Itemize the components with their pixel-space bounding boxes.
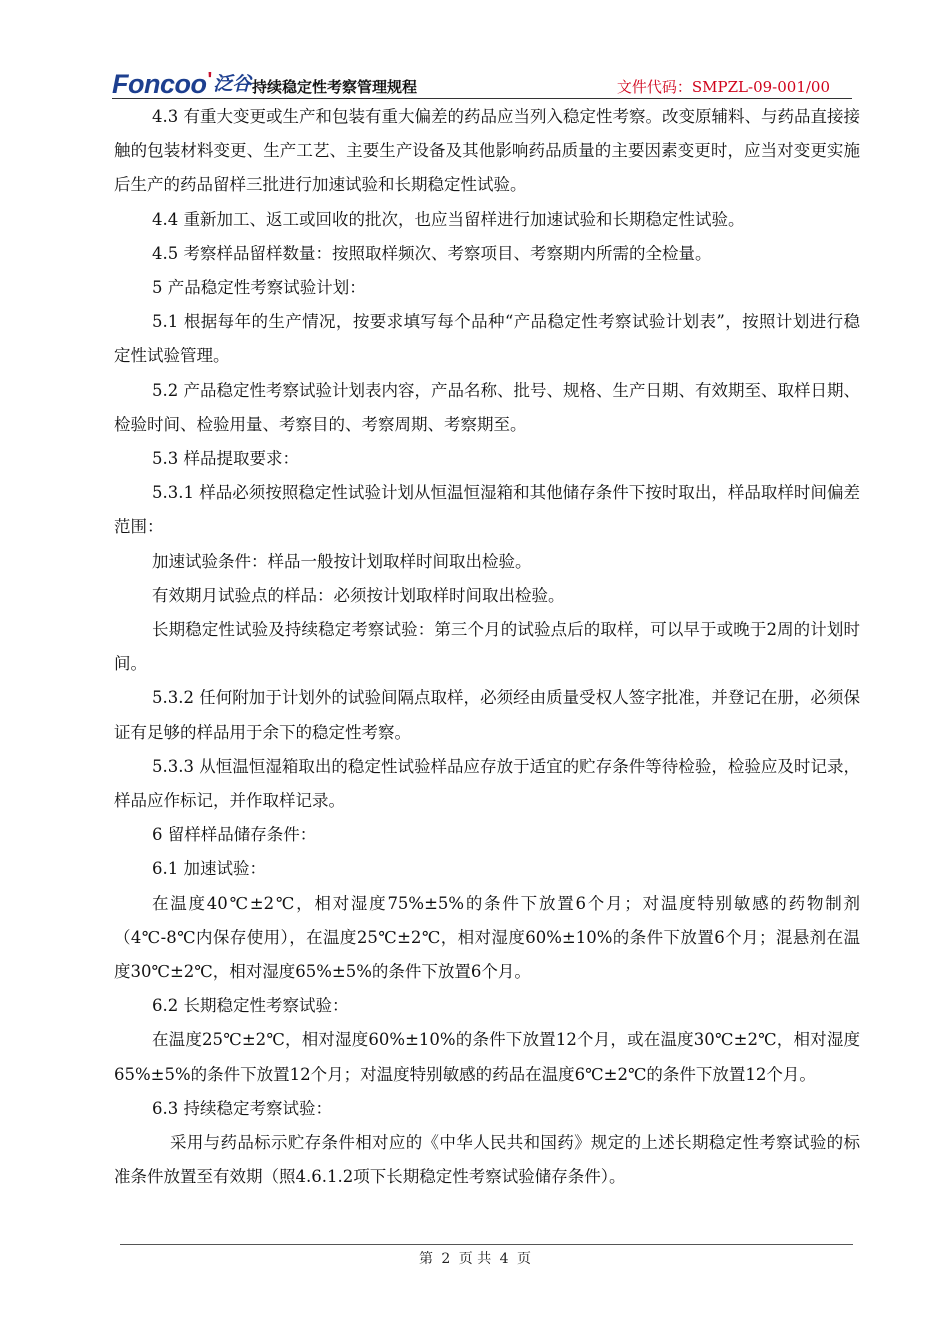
paragraph-4-5: 4.5 考察样品留样数量：按照取样频次、考察项目、考察期内所需的全检量。 [152,243,712,263]
section-heading-5: 5 产品稳定性考察试验计划： [152,278,366,298]
paragraph-5-3-2: 5.3.2 任何附加于计划外的试验间隔点取样，必须经由质量受权人签字批准，并登记在册，必须保证有足够的样品用于余下的稳定性考察。 [114,688,860,742]
document-body [114,100,860,1195]
document-code: 文件代码：SMPZL-09-001/00 [616,78,830,96]
logo-text-en: Foncoo [112,69,207,99]
paragraph-6-1: 6.1 加速试验： [152,859,266,879]
section-heading-6: 6 留样样品储存条件： [152,825,317,845]
paragraph-5-3-3: 5.3.3 从恒温恒湿箱取出的稳定性试验样品应存放于适宜的贮存条件等待检验，检验应及时记录，样品应作标记，并作取样记录。 [114,756,860,811]
paragraph-6-3: 6.3 持续稳定考察试验： [152,1098,332,1118]
header-divider [112,98,852,99]
footer-middle: 页 共 [458,1251,492,1267]
paragraph-6-3-conditions: 采用与药品标示贮存条件相对应的《中华人民共和国药》规定的上述长期稳定性考察试验的标准条件放置至有效期（照4.6.1.2项下长期稳定性考察试验储存条件）。 [114,1133,860,1187]
footer-page-number: 2 [441,1251,451,1267]
page-footer [0,1248,950,1268]
paragraph-5-1: 5.1 根据每年的生产情况，按要求填写每个品种“产品稳定性考察试验计划表”，按照计划进行稳定性试验管理。 [114,312,860,366]
document-title: 持续稳定性考察管理规程 [252,78,418,96]
footer-prefix: 第 [418,1251,433,1267]
footer-total-pages: 4 [499,1251,509,1267]
paragraph-6-1-conditions: 在温度40℃±2℃，相对湿度75%±5%的条件下放置6个月；对温度特别敏感的药物制剂（4℃-8℃内保存使用），在温度25℃±2℃，相对湿度60%±10%的条件下放置6个月；混悬剂在温度30℃±2℃，相对湿度65%±5%的条件下放置6个月。 [114,893,860,982]
footer-divider [120,1244,853,1245]
paragraph-5-2: 5.2 产品稳定性考察试验计划表内容，产品名称、批号、规格、生产日期、有效期至、取样日期、检验时间、检验用量、考察目的、考察周期、考察期至。 [114,380,860,434]
paragraph-6-2: 6.2 长期稳定性考察试验： [152,996,349,1016]
paragraph-accelerated-condition: 加速试验条件：样品一般按计划取样时间取出检验。 [152,551,532,571]
footer-suffix: 页 [517,1251,532,1267]
paragraph-6-2-conditions: 在温度25℃±2℃，相对湿度60%±10%的条件下放置12个月，或在温度30℃±2℃，相对湿度65%±5%的条件下放置12个月；对温度特别敏感的药品在温度6℃±2℃的条件下放置12个月。 [114,1030,860,1084]
paragraph-4-3: 4.3 有重大变更或生产和包装有重大偏差的药品应当列入稳定性考察。改变原辅料、与药品直接接触的包装材料变更、生产工艺、主要生产设备及其他影响药品质量的主要因素变更时，应当对变更实施后生产的药品留样三批进行加速试验和长期稳定性试验。 [114,107,860,195]
logo-mark: ' [207,69,213,91]
paragraph-5-3: 5.3 样品提取要求： [152,449,299,469]
paragraph-5-3-1: 5.3.1 样品必须按照稳定性试验计划从恒温恒湿箱和其他储存条件下按时取出，样品取样时间偏差范围： [114,483,860,537]
paragraph-expiry-sample: 有效期月试验点的样品：必须按计划取样时间取出检验。 [152,585,565,605]
paragraph-4-4: 4.4 重新加工、返工或回收的批次，也应当留样进行加速试验和长期稳定性试验。 [152,209,745,229]
logo-text-cn: 泛谷 [213,73,252,95]
company-logo [112,70,251,98]
page-header [112,68,852,100]
paragraph-long-term-sampling: 长期稳定性试验及持续稳定考察试验：第三个月的试验点后的取样，可以早于或晚于2周的计划时间。 [114,620,860,674]
